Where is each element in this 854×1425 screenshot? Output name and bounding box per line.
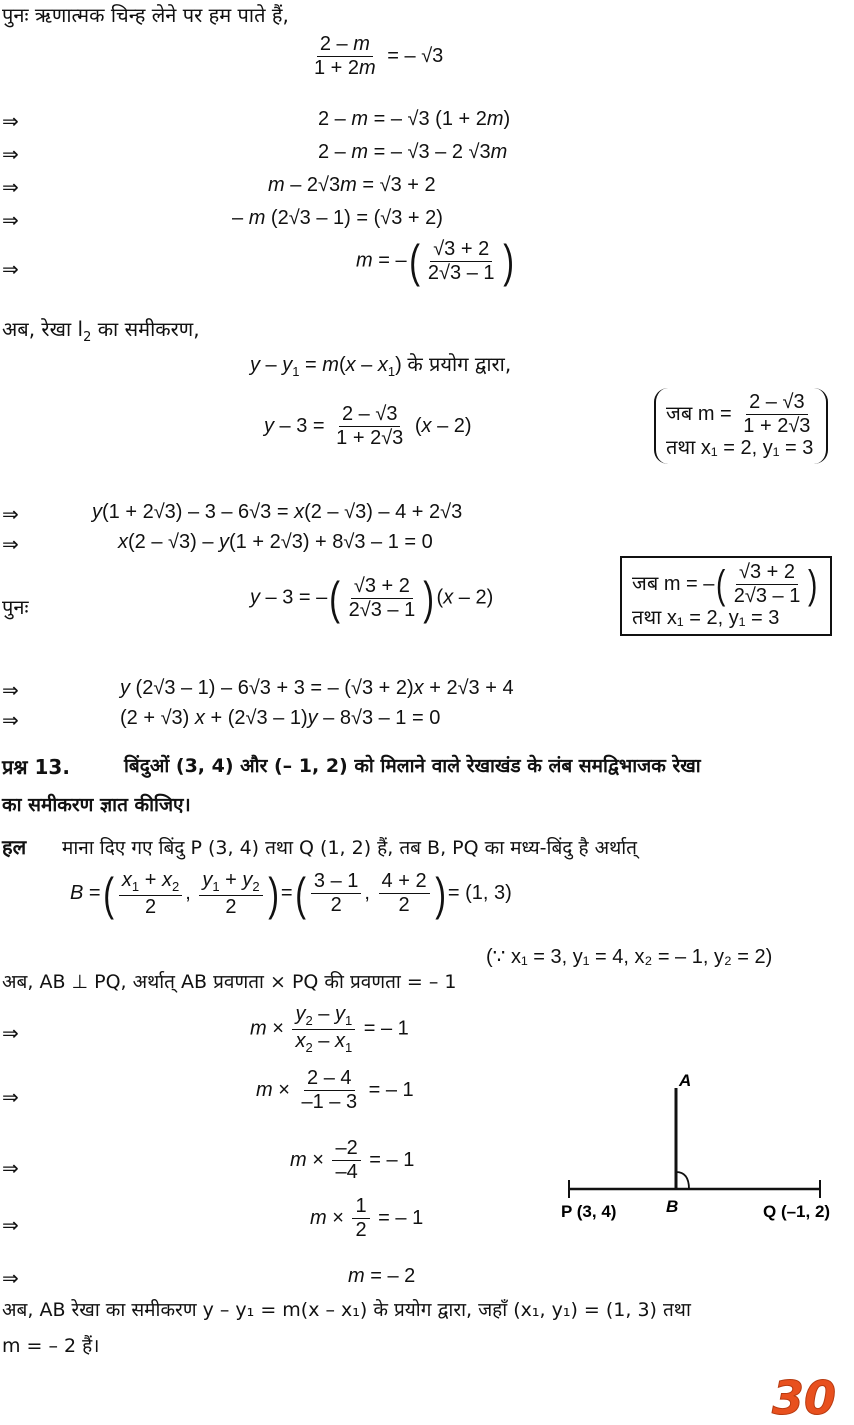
label-p: P (3, 4) [561, 1202, 617, 1221]
label-b: B [666, 1197, 679, 1216]
point-slope-form: $y - y_1 = m(x - x_1)$ के प्रयोग द्वारा, [250, 352, 512, 379]
equation-3: 2 – m = – √3 – 2 √3m [318, 141, 508, 163]
implies-symbol: ⇒ [2, 502, 19, 526]
question-13-text-cont: का समीकरण ज्ञात कीजिए। [2, 794, 191, 816]
final-text-line-1: अब, AB रेखा का समीकरण y – y₁ = m(x – x₁) के प्रयोग द्वारा, जहाँ (x₁, y₁) = (1, 3) तथा [2, 1299, 691, 1321]
equation-5: – m (2√3 – 1) = (√3 + 2) [232, 207, 443, 229]
condition-box-1: जब m = $\frac{2 - √3}{1 + 2√3}$ तथा x₁ = 2, y₁ = 3 [654, 388, 828, 464]
implies-symbol: ⇒ [2, 532, 19, 556]
equation-2: 2 – m = – √3 (1 + 2m) [318, 108, 511, 130]
solution-label: हल [2, 835, 27, 859]
implies-symbol: ⇒ [2, 175, 19, 199]
equation-12: (2 + √3) x + (2√3 – 1)y – 8√3 – 1 = 0 [120, 707, 441, 729]
midpoint-equation: B =( $\frac{x_1 + x_2}{2}$ , $\frac{y_1 + y_2}{2}$ ) =( $\frac{3 - 1}{2}$ , $\frac{4 + 2}{2}$ ) = (1, 3) [70, 867, 512, 920]
given-values: (∵ x₁ = 3, y₁ = 4, x₂ = – 1, y₂ = 2) [486, 946, 773, 968]
label-q: Q (–1, 2) [763, 1202, 831, 1221]
page-number: 30 [772, 1371, 837, 1425]
equation-9: x(2 – √3) – y(1 + 2√3) + 8√3 – 1 = 0 [118, 531, 433, 553]
label-a: A [679, 1071, 692, 1090]
equation-7: y – 3 = $\frac{2 - √3}{1 + 2√3}$ (x – 2) [264, 403, 472, 449]
implies-symbol: ⇒ [2, 1266, 19, 1290]
implies-symbol: ⇒ [2, 678, 19, 702]
slope-equation-3: m × $\frac{-2}{-4}$ = – 1 [290, 1137, 415, 1183]
implies-symbol: ⇒ [2, 1085, 19, 1109]
implies-symbol: ⇒ [2, 708, 19, 732]
implies-symbol: ⇒ [2, 257, 19, 281]
intro-text: पुनः ऋणात्मक चिन्ह लेने पर हम पाते हैं, [2, 3, 289, 27]
implies-symbol: ⇒ [2, 1213, 19, 1237]
final-text-line-2: m = – 2 हैं। [2, 1335, 100, 1357]
implies-symbol: ⇒ [2, 1156, 19, 1180]
equation-6: m = –( $\frac{√3 + 2}{2√3 - 1}$ ) [356, 235, 514, 287]
solution-text: माना दिए गए बिंदु P (3, 4) तथा Q (1, 2) हैं, तब B, PQ का मध्य-बिंदु है अर्थात् [62, 837, 637, 859]
right-angle-mark [676, 1172, 689, 1189]
question-13-label: प्रश्न 13. [2, 755, 70, 779]
condition-box-2: जब m = –( $\frac{√3 + 2}{2√3 - 1}$ ) तथा x₁ = 2, y₁ = 3 [620, 556, 832, 636]
implies-symbol: ⇒ [2, 1021, 19, 1045]
line-l2-heading: अब, रेखा $l_2$ का समीकरण, [2, 317, 200, 345]
equation-11: y (2√3 – 1) – 6√3 + 3 = – (√3 + 2)x + 2√3 + 4 [120, 677, 514, 699]
question-13-text: बिंदुओं (3, 4) और (– 1, 2) को मिलाने वाले रेखाखंड के लंब समद्विभाजक रेखा [124, 755, 701, 777]
equation-1: $\frac{2 - m}{1 + 2m}$ = – √3 [314, 33, 444, 79]
implies-symbol: ⇒ [2, 208, 19, 232]
slope-equation-2: m × $\frac{2 - 4}{-1 - 3}$ = – 1 [256, 1067, 414, 1113]
equation-10: y – 3 = –( $\frac{√3 + 2}{2√3 - 1}$ ) (x – 2) [250, 572, 494, 624]
punah-label: पुनः [2, 595, 29, 619]
equation-8: y(1 + 2√3) – 3 – 6√3 = x(2 – √3) – 4 + 2√3 [92, 501, 463, 523]
implies-symbol: ⇒ [2, 109, 19, 133]
slope-equation-4: m × $\frac{1}{2}$ = – 1 [310, 1195, 424, 1241]
slope-result: m = – 2 [348, 1265, 416, 1287]
perpendicular-bisector-figure [555, 1068, 854, 1228]
implies-symbol: ⇒ [2, 142, 19, 166]
slope-equation-1: m × $\frac{y_2 - y_1}{x_2 - x_1}$ = – 1 [250, 1003, 409, 1055]
equation-4: m – 2√3m = √3 + 2 [268, 174, 436, 196]
perpendicular-statement: अब, AB ⊥ PQ, अर्थात् AB प्रवणता × PQ की प्रवणता = – 1 [2, 971, 457, 993]
